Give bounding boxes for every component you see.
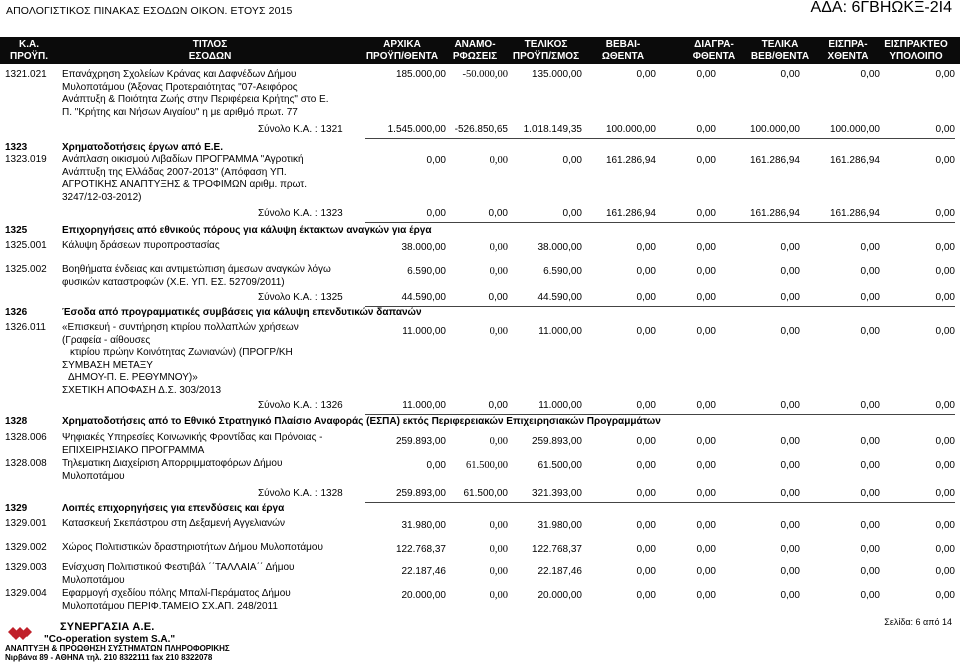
cell-value: 0,00 bbox=[636, 69, 656, 80]
row-code: 1323.019 bbox=[5, 154, 47, 165]
cell-value: 185.000,00 bbox=[395, 69, 446, 80]
cell-value: 0,00 bbox=[636, 566, 656, 577]
row-title-line: φυσικών καταστροφών (Χ.Ε. ΥΠ. ΕΣ. 52709/2011) bbox=[62, 276, 285, 288]
cell-value: 0,00 bbox=[489, 266, 508, 277]
row-title-line: ΔΗΜΟΥ-Π. Ε. ΡΕΘΥΜΝΟΥ)» bbox=[68, 372, 198, 383]
company-desc: ΑΝΑΠΤΥΞΗ & ΠΡΟΩΘΗΣΗ ΣΥΣΤΗΜΑΤΩΝ ΠΛΗΡΟΦΟΡΙΚΗΣ bbox=[5, 644, 230, 653]
company-logo-icon bbox=[6, 622, 36, 642]
cell-value: 0,00 bbox=[780, 266, 800, 277]
cell-value: 0,00 bbox=[489, 566, 508, 577]
cell-value: 0,00 bbox=[935, 590, 955, 601]
cell-value: 0,00 bbox=[696, 155, 716, 166]
cell-value: 0,00 bbox=[860, 266, 880, 277]
subtotal-value: 0,00 bbox=[935, 400, 955, 411]
subtotal-value: 0,00 bbox=[780, 400, 800, 411]
row-code: 1329.001 bbox=[5, 518, 47, 529]
header-code: Κ.Α. ΠΡΟΫΠ. bbox=[9, 39, 49, 62]
group-code: 1326 bbox=[5, 307, 28, 318]
ada-code: ΑΔΑ: 6ΓΒΗΩΚΞ-2Ι4 bbox=[810, 0, 952, 16]
subtotal-value: 0,00 bbox=[696, 124, 716, 135]
header-title: ΤΙΤΛΟΣ ΕΣΟΔΩΝ bbox=[188, 39, 232, 62]
subtotal-value: 0,00 bbox=[426, 208, 446, 219]
cell-value: 61.500,00 bbox=[466, 460, 508, 471]
header-final-budget: ΤΕΛΙΚΟΣ ΠΡΟΫΠ/ΣΜΟΣ bbox=[512, 39, 580, 62]
cell-value: 0,00 bbox=[489, 544, 508, 555]
cell-value: 0,00 bbox=[636, 544, 656, 555]
row-title-line: «Επισκευή - συντήρηση κτιρίου πολλαπλών χρήσεων bbox=[62, 322, 299, 333]
row-title-line: Μυλοποτάμου (Άξονας Προτεραιότητας "07-Αειφόρος bbox=[62, 81, 298, 93]
row-title-line: Εφαρμογή σχεδίου πόλης Μπαλί-Περάματος Δήμου bbox=[62, 588, 291, 599]
row-code: 1329.002 bbox=[5, 542, 47, 553]
group-title: Επιχορηγήσεις από εθνικούς πόρους για κάλυψη έκτακτων αναγκών για έργα bbox=[62, 225, 432, 236]
subtotal-label: Σύνολο Κ.Α. : 1321 bbox=[258, 124, 343, 135]
cell-value: 122.768,37 bbox=[531, 544, 582, 555]
cell-value: 0,00 bbox=[860, 242, 880, 253]
subtotal-value: 161.286,94 bbox=[605, 208, 656, 219]
cell-value: 0,00 bbox=[780, 566, 800, 577]
group-code: 1323 bbox=[5, 142, 28, 153]
cell-value: 0,00 bbox=[636, 266, 656, 277]
cell-value: 0,00 bbox=[489, 520, 508, 531]
subtotal-value: 1.018.149,35 bbox=[523, 124, 582, 135]
row-title-line: Κάλυψη δράσεων πυροπροστασίας bbox=[62, 240, 220, 251]
cell-value: -50.000,00 bbox=[462, 69, 508, 80]
row-code: 1328.006 bbox=[5, 432, 47, 443]
cell-value: 135.000,00 bbox=[531, 69, 582, 80]
cell-value: 0,00 bbox=[636, 590, 656, 601]
subtotal-rule bbox=[365, 222, 955, 223]
cell-value: 0,00 bbox=[489, 590, 508, 601]
cell-value: 6.590,00 bbox=[407, 266, 446, 277]
row-title-line: Μυλοποτάμου bbox=[62, 470, 125, 482]
cell-value: 0,00 bbox=[426, 460, 446, 471]
subtotal-value: 1.545.000,00 bbox=[387, 124, 446, 135]
subtotal-label: Σύνολο Κ.Α. : 1323 bbox=[258, 208, 343, 219]
document-title: ΑΠΟΛΟΓΙΣΤΙΚΟΣ ΠΙΝΑΚΑΣ ΕΣΟΔΩΝ ΟΙΚΟΝ. ΕΤΟΥΣ 2015 bbox=[6, 5, 293, 17]
cell-value: 38.000,00 bbox=[537, 242, 582, 253]
cell-value: 20.000,00 bbox=[401, 590, 446, 601]
subtotal-value: 0,00 bbox=[488, 208, 508, 219]
group-title: Χρηματοδοτήσεις έργων από Ε.Ε. bbox=[62, 142, 223, 153]
subtotal-value: 0,00 bbox=[696, 208, 716, 219]
header-receivable: ΕΙΣΠΡΑΚΤΕΟ ΥΠΟΛΟΙΠΟ bbox=[884, 39, 948, 62]
cell-value: 0,00 bbox=[636, 326, 656, 337]
cell-value: 161.286,94 bbox=[829, 155, 880, 166]
subtotal-value: -526.850,65 bbox=[454, 124, 508, 135]
row-code: 1328.008 bbox=[5, 458, 47, 469]
cell-value: 122.768,37 bbox=[395, 544, 446, 555]
subtotal-rule bbox=[365, 138, 955, 139]
row-title-line: Ανάπτυξη της Ελλάδας 2007-2013" (Απόφαση ΥΠ. bbox=[62, 166, 287, 178]
cell-value: 0,00 bbox=[935, 566, 955, 577]
cell-value: 0,00 bbox=[780, 242, 800, 253]
row-title-line: Τηλεματικη Διαχείριση Απορριμματοφόρων Δήμου bbox=[62, 458, 283, 469]
cell-value: 0,00 bbox=[860, 326, 880, 337]
cell-value: 0,00 bbox=[780, 69, 800, 80]
subtotal-value: 161.286,94 bbox=[829, 208, 880, 219]
cell-value: 0,00 bbox=[636, 520, 656, 531]
cell-value: 0,00 bbox=[696, 69, 716, 80]
row-code: 1329.003 bbox=[5, 562, 47, 573]
row-title-line: Μυλοποτάμου ΠΕΡΙΦ.ΤΑΜΕΙΟ ΣΧ.ΑΠ. 248/2011 bbox=[62, 600, 278, 612]
cell-value: 0,00 bbox=[935, 544, 955, 555]
row-title-line: (Γραφεία - αίθουσες bbox=[62, 334, 151, 346]
subtotal-value: 0,00 bbox=[488, 292, 508, 303]
cell-value: 0,00 bbox=[489, 436, 508, 447]
cell-value: 0,00 bbox=[780, 326, 800, 337]
cell-value: 0,00 bbox=[780, 544, 800, 555]
header-deleted: ΔΙΑΓΡΑ- ΦΘΕΝΤΑ bbox=[692, 39, 736, 62]
row-title-line: ΑΓΡΟΤΙΚΗΣ ΑΝΑΠΤΥΞΗΣ & ΤΡΟΦΙΜΩΝ αριθμ. πρωτ. bbox=[62, 179, 307, 190]
cell-value: 0,00 bbox=[636, 242, 656, 253]
cell-value: 161.286,94 bbox=[605, 155, 656, 166]
header-final-certified: ΤΕΛΙΚΑ ΒΕΒ/ΘΕΝΤΑ bbox=[750, 39, 810, 62]
subtotal-label: Σύνολο Κ.Α. : 1326 bbox=[258, 400, 343, 411]
row-title-line: 3247/12-03-2012) bbox=[62, 191, 142, 203]
page-number: Σελίδα: 6 από 14 bbox=[884, 617, 952, 627]
subtotal-rule bbox=[365, 414, 955, 415]
subtotal-value: 0,00 bbox=[860, 400, 880, 411]
row-code: 1326.011 bbox=[5, 322, 46, 333]
subtotal-value: 0,00 bbox=[780, 488, 800, 499]
subtotal-value: 0,00 bbox=[696, 400, 716, 411]
cell-value: 0,00 bbox=[696, 326, 716, 337]
subtotal-value: 161.286,94 bbox=[749, 208, 800, 219]
cell-value: 11.000,00 bbox=[402, 326, 446, 337]
subtotal-value: 0,00 bbox=[935, 124, 955, 135]
subtotal-value: 0,00 bbox=[636, 400, 656, 411]
header-certified: ΒΕΒΑΙ- ΩΘΕΝΤΑ bbox=[601, 39, 645, 62]
cell-value: 0,00 bbox=[489, 155, 508, 166]
cell-value: 0,00 bbox=[780, 520, 800, 531]
subtotal-value: 100.000,00 bbox=[749, 124, 800, 135]
row-title-line: Κατασκευή Σκεπάστρου στη Δεξαμενή Αγγελιανών bbox=[62, 518, 285, 529]
cell-value: 0,00 bbox=[935, 326, 955, 337]
subtotal-value: 0,00 bbox=[636, 488, 656, 499]
subtotal-value: 321.393,00 bbox=[531, 488, 582, 499]
row-title-line: Μυλοποτάμου bbox=[62, 574, 125, 586]
cell-value: 0,00 bbox=[696, 266, 716, 277]
cell-value: 38.000,00 bbox=[401, 242, 446, 253]
subtotal-value: 259.893,00 bbox=[395, 488, 446, 499]
subtotal-value: 11.000,00 bbox=[538, 400, 582, 411]
cell-value: 0,00 bbox=[780, 590, 800, 601]
row-title-line: Ανάπτυξη & Ποιότητα Ζωής στην Περιφέρεια Κρήτης" στο Ε. bbox=[62, 94, 329, 105]
header-collected: ΕΙΣΠΡΑ- ΧΘΕΝΤΑ bbox=[827, 39, 869, 62]
cell-value: 0,00 bbox=[562, 155, 582, 166]
subtotal-value: 100.000,00 bbox=[605, 124, 656, 135]
subtotal-value: 0,00 bbox=[935, 488, 955, 499]
group-title: Έσοδα από προγραμματικές συμβάσεις για κάλυψη επενδυτικών δαπανών bbox=[62, 307, 422, 318]
subtotal-value: 11.000,00 bbox=[402, 400, 446, 411]
cell-value: 0,00 bbox=[696, 544, 716, 555]
row-title-line: ΣΥΜΒΑΣΗ ΜΕΤΑΞΥ bbox=[62, 359, 153, 371]
cell-value: 0,00 bbox=[860, 460, 880, 471]
cell-value: 0,00 bbox=[696, 242, 716, 253]
cell-value: 0,00 bbox=[696, 590, 716, 601]
subtotal-label: Σύνολο Κ.Α. : 1325 bbox=[258, 292, 343, 303]
cell-value: 0,00 bbox=[860, 566, 880, 577]
subtotal-value: 44.590,00 bbox=[401, 292, 446, 303]
subtotal-value: 0,00 bbox=[488, 400, 508, 411]
subtotal-value: 44.590,00 bbox=[537, 292, 582, 303]
row-code: 1321.021 bbox=[5, 69, 47, 80]
cell-value: 0,00 bbox=[860, 436, 880, 447]
row-title-line: ΕΠΙΧΕΙΡΗΣΙΑΚΟ ΠΡΟΓΡΑΜΜΑ bbox=[62, 444, 205, 456]
subtotal-value: 0,00 bbox=[696, 292, 716, 303]
cell-value: 259.893,00 bbox=[395, 436, 446, 447]
cell-value: 0,00 bbox=[935, 266, 955, 277]
subtotal-value: 0,00 bbox=[636, 292, 656, 303]
row-title-line: Ενίσχυση Πολιτιστικού Φεστιβάλ ΄΄ΤΑΛΛΑΙΑ΄΄ Δήμου bbox=[62, 562, 295, 573]
cell-value: 11.000,00 bbox=[538, 326, 582, 337]
cell-value: 0,00 bbox=[935, 520, 955, 531]
group-code: 1329 bbox=[5, 503, 28, 514]
footer-company bbox=[44, 622, 175, 645]
subtotal-label: Σύνολο Κ.Α. : 1328 bbox=[258, 488, 343, 499]
cell-value: 0,00 bbox=[489, 326, 508, 337]
group-code: 1325 bbox=[5, 225, 28, 236]
cell-value: 0,00 bbox=[696, 566, 716, 577]
header-initial-budget: ΑΡΧΙΚΑ ΠΡΟΫΠ/ΘΕΝΤΑ bbox=[365, 39, 439, 62]
footer-address-block bbox=[5, 644, 230, 662]
cell-value: 0,00 bbox=[935, 155, 955, 166]
subtotal-value: 0,00 bbox=[696, 488, 716, 499]
company-address: Νιρβάνα 89 - ΑΘΗΝΑ τηλ. 210 8322111 fax 210 8322078 bbox=[5, 653, 213, 662]
cell-value: 0,00 bbox=[426, 155, 446, 166]
group-code: 1328 bbox=[5, 416, 28, 427]
row-title-line: Π. "Κρήτης και Νήσων Αιγαίου" η με αριθμό πρωτ. 77 bbox=[62, 106, 298, 118]
cell-value: 0,00 bbox=[636, 436, 656, 447]
cell-value: 0,00 bbox=[860, 69, 880, 80]
cell-value: 0,00 bbox=[636, 460, 656, 471]
cell-value: 0,00 bbox=[860, 520, 880, 531]
subtotal-value: 0,00 bbox=[562, 208, 582, 219]
cell-value: 161.286,94 bbox=[749, 155, 800, 166]
header-amendments: ΑΝΑΜΟ- ΡΦΩΣΕΙΣ bbox=[452, 39, 498, 62]
row-title-line: Ανάπλαση οικισμού Λιβαδίων ΠΡΟΓΡΑΜΜΑ "Αγροτική bbox=[62, 154, 304, 165]
company-name: ΣΥΝΕΡΓΑΣΙΑ Α.Ε. bbox=[60, 621, 155, 633]
subtotal-value: 0,00 bbox=[860, 488, 880, 499]
group-title: Λοιπές επιχορηγήσεις για επενδύσεις και έργα bbox=[62, 503, 285, 514]
cell-value: 6.590,00 bbox=[543, 266, 582, 277]
subtotal-value: 100.000,00 bbox=[829, 124, 880, 135]
row-title-line: κτιρίου πρώην Κοινότητας Ζωνιανών) (ΠΡΟΓΡ/ΚΗ bbox=[70, 347, 293, 358]
cell-value: 0,00 bbox=[935, 460, 955, 471]
row-title-line: Επανάχρηση Σχολείων Κράνας και Δαφνέδων Δήμου bbox=[62, 69, 297, 80]
subtotal-value: 0,00 bbox=[780, 292, 800, 303]
row-title-line: Βοηθήματα ένδειας και αντιμετώπιση άμεσων αναγκών λόγω bbox=[62, 264, 331, 275]
cell-value: 0,00 bbox=[860, 590, 880, 601]
row-code: 1325.002 bbox=[5, 264, 47, 275]
cell-value: 22.187,46 bbox=[537, 566, 582, 577]
company-coop: "Co-operation system S.A." bbox=[44, 634, 176, 645]
cell-value: 31.980,00 bbox=[401, 520, 446, 531]
cell-value: 31.980,00 bbox=[537, 520, 582, 531]
cell-value: 0,00 bbox=[935, 436, 955, 447]
row-title-line: Ψηφιακές Υπηρεσίες Κοινωνικής Φροντίδας και Πρόνοιας - bbox=[62, 432, 323, 443]
subtotal-value: 0,00 bbox=[935, 292, 955, 303]
cell-value: 0,00 bbox=[489, 242, 508, 253]
subtotal-rule bbox=[365, 502, 955, 503]
row-code: 1329.004 bbox=[5, 588, 47, 599]
cell-value: 20.000,00 bbox=[537, 590, 582, 601]
subtotal-value: 0,00 bbox=[860, 292, 880, 303]
subtotal-value: 0,00 bbox=[935, 208, 955, 219]
cell-value: 0,00 bbox=[696, 460, 716, 471]
row-title-line: Χώρος Πολιτιστικών δραστηριοτήτων Δήμου Μυλοποτάμου bbox=[62, 542, 323, 553]
cell-value: 0,00 bbox=[696, 520, 716, 531]
cell-value: 0,00 bbox=[696, 436, 716, 447]
cell-value: 0,00 bbox=[860, 544, 880, 555]
cell-value: 0,00 bbox=[780, 436, 800, 447]
row-title-line: ΣΧΕΤΙΚΗ ΑΠΟΦΑΣΗ Δ.Σ. 303/2013 bbox=[62, 384, 222, 396]
subtotal-value: 61.500,00 bbox=[463, 488, 508, 499]
cell-value: 0,00 bbox=[935, 242, 955, 253]
cell-value: 259.893,00 bbox=[531, 436, 582, 447]
row-code: 1325.001 bbox=[5, 240, 47, 251]
cell-value: 0,00 bbox=[935, 69, 955, 80]
cell-value: 22.187,46 bbox=[401, 566, 446, 577]
group-title: Χρηματοδοτήσεις από το Εθνικό Στρατηγικό Πλαίσιο Αναφοράς (ΕΣΠΑ) εκτός Περιφερειακών Επιχειρησιακών Προγραμμάτων bbox=[62, 416, 661, 427]
cell-value: 0,00 bbox=[780, 460, 800, 471]
table-header bbox=[0, 37, 960, 64]
subtotal-rule bbox=[365, 306, 955, 307]
cell-value: 61.500,00 bbox=[537, 460, 582, 471]
